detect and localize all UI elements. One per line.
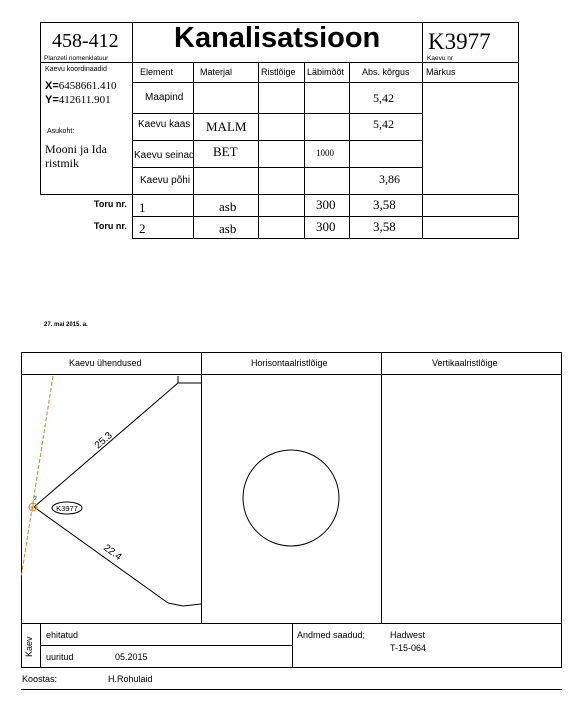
panel-title-horizontal: Horisontaalristlõige	[251, 358, 328, 368]
horizontal-section-circle	[243, 450, 339, 546]
date-note: 27. mai 2015. a.	[44, 322, 88, 328]
pipe-height: 3,58	[373, 197, 396, 212]
pipe-number: 2	[139, 221, 146, 236]
well-caption: Kaevu nr	[427, 55, 454, 62]
surveyed-date: 05.2015	[115, 652, 148, 662]
pipe-material: asb	[219, 221, 237, 236]
pipe-label: Toru nr.	[94, 221, 127, 231]
source-company: Hadwest	[390, 630, 426, 640]
surveyed-label: uuritud	[46, 652, 74, 662]
row-element: Kaevu põhi	[140, 175, 191, 186]
well-number: K3977	[428, 29, 491, 54]
row-diameter: 1000	[316, 148, 334, 158]
row-material: MALM	[206, 119, 247, 134]
location-caption: Asukoht:	[47, 128, 75, 135]
header-section: Ristlõige	[261, 67, 296, 77]
coords-caption: Kaevu koordinaadid	[45, 66, 107, 73]
pipe-line-2	[34, 507, 168, 603]
x-label: X=	[45, 80, 59, 92]
row-element: Maapind	[145, 92, 184, 103]
row-element: Kaevu kaas	[138, 119, 191, 130]
panel-title-connections: Kaevu ühendused	[69, 358, 142, 368]
sheet-caption: Planzeti nomenklatuur	[44, 55, 109, 62]
pipe-height: 3,58	[373, 219, 396, 234]
pipe-diameter: 300	[316, 219, 336, 234]
source-code: T-15-064	[390, 643, 427, 653]
header-material: Materjal	[200, 67, 233, 77]
row-height: 5,42	[373, 91, 394, 105]
well-label-text: K3977	[56, 504, 78, 513]
header-remark: Märkus	[426, 67, 456, 77]
pipe-diameter: 300	[316, 197, 336, 212]
row-height: 3,86	[379, 172, 400, 186]
row-material: BET	[213, 144, 238, 159]
y-label: Y=	[45, 94, 59, 106]
lower-distance: 22.4	[101, 542, 124, 563]
panel-title-vertical: Vertikaalristlõige	[432, 358, 498, 368]
pipe-number: 1	[139, 200, 146, 215]
header-diameter: Läbimõõt	[307, 67, 345, 77]
point-marker: 2	[34, 496, 37, 502]
built-label: ehitatud	[46, 630, 79, 640]
row-height: 5,42	[373, 117, 394, 131]
neighbor-well-outline-2	[168, 603, 201, 606]
row-element: Kaevu seinad	[134, 150, 195, 161]
header-height: Abs. kõrgus	[362, 67, 410, 77]
composer-label: Koostas:	[22, 674, 58, 684]
side-label: Kaev	[24, 636, 34, 657]
upper-distance: 25.3	[92, 430, 115, 452]
y-coordinate: 412611.901	[58, 94, 111, 106]
page-title: Kanalisatsioon	[174, 22, 381, 54]
street-edge-line	[21, 376, 53, 578]
composer-name: H.Rohulaid	[108, 674, 153, 684]
neighbor-well-outline-1	[178, 376, 201, 383]
pipe-label: Toru nr.	[94, 199, 127, 209]
source-label: Andmed saadud;	[297, 630, 366, 640]
pipe-material: asb	[219, 199, 237, 214]
sheet-number: 458-412	[52, 30, 119, 52]
x-coordinate: 6458661.410	[58, 80, 117, 92]
location-line-2: ristmik	[45, 156, 80, 170]
location-line-1: Mooni ja Ida	[45, 142, 107, 156]
header-element: Element	[140, 67, 174, 77]
